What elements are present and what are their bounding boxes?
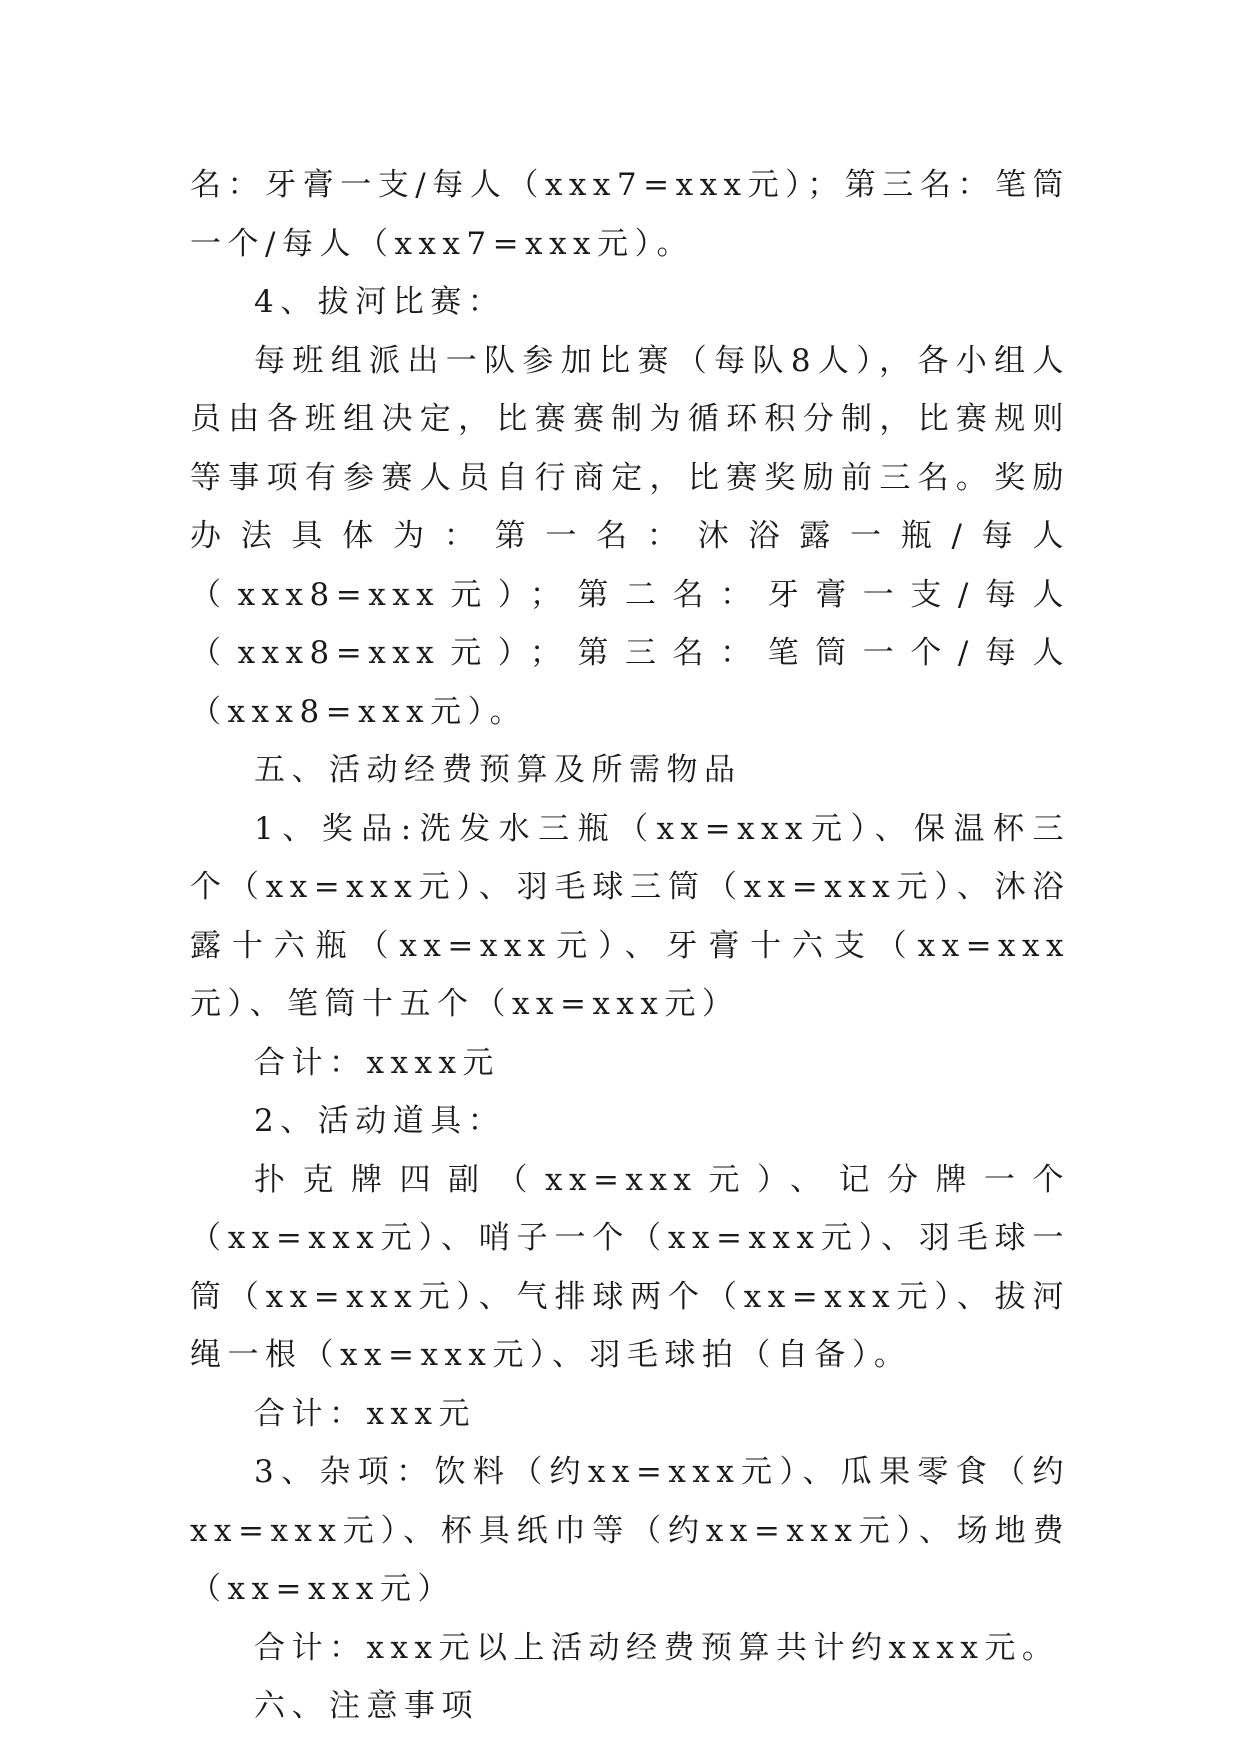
section-heading-budget: 五、活动经费预算及所需物品 xyxy=(254,752,742,788)
paragraph-tug-of-war-rules: 每班组派出一队参加比赛（每队8人），各小组人员由各班组决定，比赛赛制为循环积分制，比赛规则等事项有参赛人员自行商定，比赛奖励前三名。奖励办法具体为：第一名：沐浴露一瓶/每人（xxx8=xxx元）；第二名：牙膏一支/每人（xxx8=xxx元）；第三名：笔筒一个/每人（xxx8=xxx元）。 xyxy=(190,342,1070,730)
paragraph-misc: 3、杂项：饮料（约xx=xxx元）、瓜果零食（约xx=xxx元）、杯具纸巾等（约xx=xxx元）、场地费（xx=xxx元） xyxy=(190,1454,1070,1607)
paragraph-prizes: 1、奖品:洗发水三瓶（xx=xxx元）、保温杯三个（xx=xxx元）、羽毛球三筒（xx=xxx元）、沐浴露十六瓶（xx=xxx元）、牙膏十六支（xx=xxx元）、笔筒十五个（xx=xxx元） xyxy=(190,810,1070,1022)
heading-tug-of-war: 4、拔河比赛： xyxy=(254,284,506,320)
section-heading-notes: 六、注意事项 xyxy=(254,1688,479,1724)
subtotal-prizes: 合计：xxxx元 xyxy=(254,1044,500,1081)
total-budget: 合计：xxx元以上活动经费预算共计约xxxx元。 xyxy=(254,1629,1060,1666)
paragraph-prize-continuation: 名：牙膏一支/每人（xxx7=xxx元）；第三名：笔筒一个/每人（xxx7=xxx元）。 xyxy=(190,167,1070,262)
document-page xyxy=(190,156,1070,1736)
paragraph-props: 扑克牌四副（xx=xxx元）、记分牌一个（xx=xxx元）、哨子一个（xx=xxx元）、羽毛球一筒（xx=xxx元）、气排球两个（xx=xxx元）、拔河绳一根（xx=xxx元）、羽毛球拍（自备）。 xyxy=(190,1161,1070,1373)
subtotal-props: 合计：xxx元 xyxy=(254,1395,476,1432)
heading-props: 2、活动道具： xyxy=(254,1103,506,1139)
